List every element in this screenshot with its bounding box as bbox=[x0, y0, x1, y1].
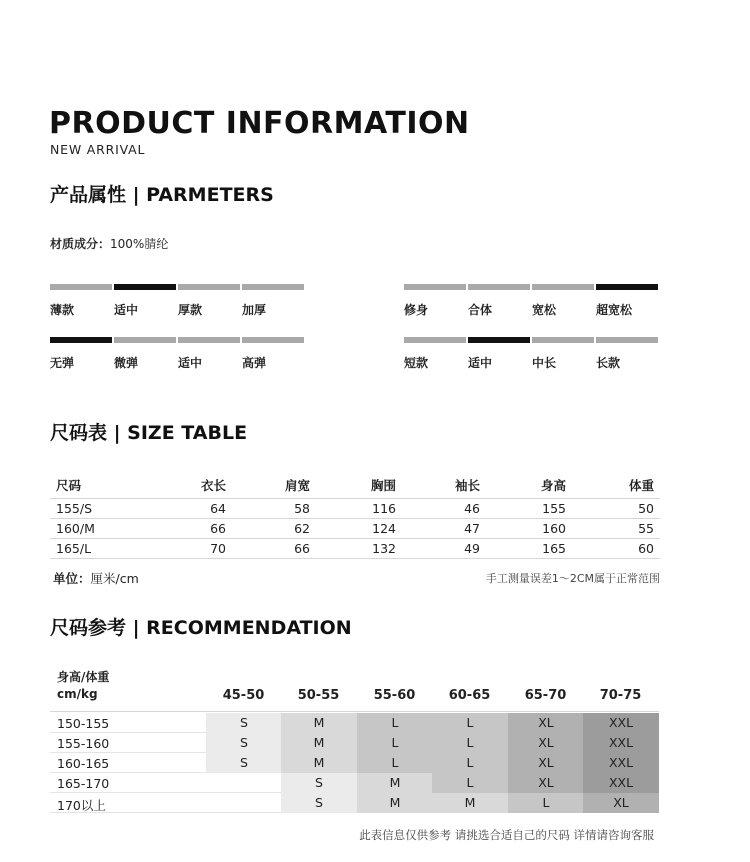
size-cell: M bbox=[357, 793, 433, 813]
scale-option bbox=[596, 337, 660, 371]
table-cell: 55 bbox=[572, 518, 660, 538]
scale-bar bbox=[50, 284, 112, 290]
table-cell: 160/M bbox=[50, 518, 146, 538]
size-cell: M bbox=[281, 713, 357, 733]
table-cell: 155 bbox=[486, 498, 572, 518]
scale-label: 无弹 bbox=[50, 356, 75, 370]
scale-label: 厚款 bbox=[178, 303, 203, 317]
size-cell: S bbox=[206, 753, 282, 773]
scale-bar bbox=[596, 337, 658, 343]
size-cell: S bbox=[281, 773, 357, 793]
size-table-title: 尺码表 | SIZE TABLE bbox=[50, 422, 248, 444]
table-cell: 46 bbox=[402, 498, 486, 518]
material-info bbox=[50, 235, 168, 252]
column-header: 衣长 bbox=[200, 477, 226, 493]
column-header: 袖长 bbox=[454, 477, 480, 493]
scale-label: 宽松 bbox=[532, 303, 557, 317]
table-cell: 47 bbox=[402, 518, 486, 538]
scale-option bbox=[532, 284, 596, 318]
table-cell: 64 bbox=[146, 498, 232, 518]
size-cell: M bbox=[432, 793, 508, 813]
scale-label: 高弹 bbox=[242, 356, 267, 370]
size-cell: L bbox=[432, 733, 508, 753]
size-cell: M bbox=[357, 773, 433, 793]
table-cell: 165 bbox=[486, 538, 572, 558]
page-subtitle: NEW ARRIVAL bbox=[50, 142, 146, 157]
table-cell: 62 bbox=[232, 518, 316, 538]
size-cell: L bbox=[357, 713, 433, 733]
table-header-row bbox=[50, 472, 660, 498]
scale-option bbox=[596, 284, 660, 318]
table-row bbox=[50, 518, 660, 538]
height-range-label: 165-170 bbox=[57, 776, 110, 791]
scale-option bbox=[50, 337, 114, 371]
table-cell: 116 bbox=[316, 498, 402, 518]
size-cell: XXL bbox=[583, 773, 659, 793]
table-cell: 160 bbox=[486, 518, 572, 538]
size-cell: S bbox=[206, 733, 282, 753]
scale-bar bbox=[178, 337, 240, 343]
size-cell: XXL bbox=[583, 753, 659, 773]
material-label: 材质成分： bbox=[50, 237, 111, 251]
table-cell: 165/L bbox=[50, 538, 146, 558]
scale-option bbox=[468, 337, 532, 371]
scale-option bbox=[242, 284, 306, 318]
measurement-note: 手工测量误差1～2CM属于正常范围 bbox=[485, 572, 660, 585]
table-row bbox=[50, 793, 659, 813]
unit-label bbox=[53, 569, 139, 587]
scale-label: 合体 bbox=[468, 303, 493, 317]
scale-bar bbox=[404, 284, 466, 290]
table-cell: 50 bbox=[572, 498, 660, 518]
scale-label: 短款 bbox=[404, 356, 429, 370]
scale-label: 薄款 bbox=[50, 303, 75, 317]
scale-option bbox=[178, 337, 242, 371]
scale-label: 加厚 bbox=[242, 303, 267, 317]
recommendation-title: 尺码参考 | RECOMMENDATION bbox=[50, 617, 352, 639]
elasticity-scale bbox=[50, 337, 306, 371]
scale-label: 超宽松 bbox=[596, 303, 633, 317]
table-row bbox=[50, 753, 659, 773]
table-cell: 70 bbox=[146, 538, 232, 558]
scale-label: 长款 bbox=[596, 356, 621, 370]
footer-note: 此表信息仅供参考 请挑选合适自己的尺码 详情请咨询客服 bbox=[359, 828, 654, 842]
recommendation-corner-label bbox=[57, 669, 109, 703]
scale-label: 微弹 bbox=[114, 356, 139, 370]
size-cell: XL bbox=[583, 793, 659, 813]
column-header: 肩宽 bbox=[284, 477, 310, 493]
scale-bar bbox=[532, 337, 594, 343]
size-cell: XL bbox=[508, 713, 584, 733]
scale-bar bbox=[114, 337, 176, 343]
unit-value: 厘米/cm bbox=[90, 571, 139, 586]
scale-label: 适中 bbox=[114, 303, 139, 317]
fit-scale bbox=[404, 284, 660, 318]
height-range-label: 160-165 bbox=[57, 756, 110, 771]
table-cell: 124 bbox=[316, 518, 402, 538]
corner-line: 身高/体重 bbox=[57, 670, 110, 684]
weight-range-header: 45-50 bbox=[222, 688, 265, 703]
table-cell: 58 bbox=[232, 498, 316, 518]
weight-range-header: 65-70 bbox=[524, 688, 567, 703]
size-cell: L bbox=[357, 753, 433, 773]
size-cell: L bbox=[432, 753, 508, 773]
divider bbox=[50, 711, 659, 712]
column-header: 身高 bbox=[540, 477, 566, 493]
weight-range-header: 50-55 bbox=[297, 688, 340, 703]
scale-bar bbox=[50, 337, 112, 343]
size-table bbox=[50, 472, 660, 559]
length-scale bbox=[404, 337, 660, 371]
material-value: 100%腈纶 bbox=[110, 237, 169, 251]
scale-option bbox=[50, 284, 114, 318]
scale-option bbox=[242, 337, 306, 371]
weight-range-header: 55-60 bbox=[373, 688, 416, 703]
weight-range-header: 70-75 bbox=[599, 688, 642, 703]
size-cell: M bbox=[281, 753, 357, 773]
size-cell: L bbox=[432, 713, 508, 733]
scale-option bbox=[532, 337, 596, 371]
table-row bbox=[50, 733, 659, 753]
column-header: 体重 bbox=[628, 477, 654, 493]
column-header: 胸围 bbox=[370, 477, 396, 493]
scale-bar bbox=[404, 337, 466, 343]
scale-option bbox=[404, 337, 468, 371]
column-header: 尺码 bbox=[56, 477, 82, 493]
table-row bbox=[50, 713, 659, 733]
scale-bar bbox=[532, 284, 594, 290]
weight-range-header: 60-65 bbox=[448, 688, 491, 703]
scale-bar bbox=[178, 284, 240, 290]
scale-bar bbox=[596, 284, 658, 290]
size-cell: S bbox=[206, 713, 282, 733]
scale-label: 适中 bbox=[468, 356, 493, 370]
size-cell: XL bbox=[508, 733, 584, 753]
scale-bar bbox=[468, 337, 530, 343]
table-cell: 66 bbox=[146, 518, 232, 538]
height-range-label: 170以上 bbox=[57, 798, 106, 813]
table-cell: 155/S bbox=[50, 498, 146, 518]
table-cell: 49 bbox=[402, 538, 486, 558]
size-cell: S bbox=[281, 793, 357, 813]
size-cell: M bbox=[281, 733, 357, 753]
page-title: PRODUCT INFORMATION bbox=[49, 106, 470, 141]
size-cell: XXL bbox=[583, 713, 659, 733]
size-cell: L bbox=[508, 793, 584, 813]
scale-option bbox=[178, 284, 242, 318]
table-row bbox=[50, 498, 660, 518]
scale-bar bbox=[242, 337, 304, 343]
height-range-label: 155-160 bbox=[57, 736, 110, 751]
size-cell: L bbox=[357, 733, 433, 753]
height-range-label: 150-155 bbox=[57, 716, 110, 731]
scale-option bbox=[114, 337, 178, 371]
table-cell: 66 bbox=[232, 538, 316, 558]
table-row bbox=[50, 538, 660, 558]
table-row bbox=[50, 773, 659, 793]
scale-label: 中长 bbox=[532, 356, 557, 370]
corner-line: cm/kg bbox=[57, 687, 98, 701]
size-cell: L bbox=[432, 773, 508, 793]
scale-label: 适中 bbox=[178, 356, 203, 370]
scale-option bbox=[468, 284, 532, 318]
parameters-title: 产品属性 | PARMETERS bbox=[50, 184, 274, 206]
scale-label: 修身 bbox=[404, 303, 429, 317]
table-cell: 132 bbox=[316, 538, 402, 558]
size-cell: XL bbox=[508, 773, 584, 793]
size-cell: XL bbox=[508, 753, 584, 773]
scale-option bbox=[114, 284, 178, 318]
table-cell: 60 bbox=[572, 538, 660, 558]
unit-label-key: 单位： bbox=[53, 571, 91, 586]
thickness-scale bbox=[50, 284, 306, 318]
scale-bar bbox=[468, 284, 530, 290]
size-cell: XXL bbox=[583, 733, 659, 753]
scale-bar bbox=[114, 284, 176, 290]
scale-bar bbox=[242, 284, 304, 290]
scale-option bbox=[404, 284, 468, 318]
